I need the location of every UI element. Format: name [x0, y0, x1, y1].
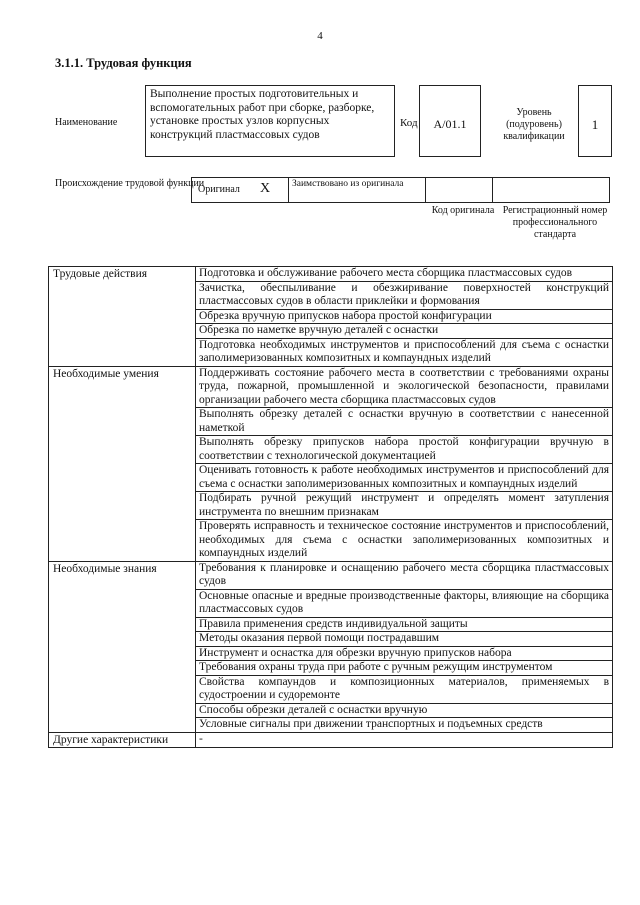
borrowed-cell: Заимствовано из оригинала [288, 177, 426, 203]
table-cell: Методы оказания первой помощи пострадавшим [196, 632, 613, 647]
table-row [49, 366, 613, 408]
code-original-cell [425, 177, 493, 203]
table-row [49, 267, 613, 282]
table-cell: Обрезка вручную припусков набора простой конфигурации [196, 309, 613, 324]
code-original-caption: Код оригинала [431, 205, 495, 216]
skills-label: Необходимые умения [49, 366, 196, 561]
table-cell: Подготовка и обслуживание рабочего места сборщика пластмассовых судов [196, 267, 613, 282]
table-cell: - [196, 732, 613, 748]
reg-number-cell [492, 177, 610, 203]
table-cell: Свойства компаундов и композиционных материалов, применяемых в судостроении и судоремонте [196, 675, 613, 703]
function-table [48, 266, 613, 748]
table-cell: Обрезка по наметке вручную деталей с оснастки [196, 324, 613, 339]
table-cell: Способы обрезки деталей с оснастки вручную [196, 703, 613, 718]
table-cell: Выполнять обрезку припусков набора простой конфигурации вручную в соответствии с технологической документацией [196, 436, 613, 464]
table-cell: Зачистка, обеспыливание и обезжиривание поверхностей конструкций пластмассовых судов в области приклейки и формования [196, 281, 613, 309]
section-title: 3.1.1. Трудовая функция [55, 56, 192, 70]
table-cell: Условные сигналы при движении транспортных и подъемных средств [196, 718, 613, 733]
knowledge-label: Необходимые знания [49, 561, 196, 732]
level-label: Уровень (подуровень) квалификации [503, 107, 565, 142]
table-cell: Оценивать готовность к работе необходимых инструментов и приспособлений для съема с оснастки заполимеризованных композитных и компаундных изделий [196, 464, 613, 492]
reg-number-caption: Регистрационный номер профессионального стандарта [502, 205, 608, 240]
table-cell: Требования к планировке и оснащению рабочего места сборщика пластмассовых судов [196, 561, 613, 589]
table-cell: Подготовка необходимых инструментов и приспособлений для съема с оснастки заполимеризованных композитных и компаундных изделий [196, 338, 613, 366]
original-label: Оригинал [198, 184, 240, 195]
table-cell: Проверять исправность и техническое состояние инструментов и приспособлений, необходимых для съема с оснастки заполимеризованных композитных и компаундных изделий [196, 520, 613, 562]
level-value-box: 1 [578, 85, 612, 157]
origin-label: Происхождение трудовой функции [55, 178, 205, 189]
table-row [49, 732, 613, 748]
code-label: Код [400, 117, 418, 129]
table-cell: Поддерживать состояние рабочего места в соответствии с требованиями охраны труда, пожарной, промышленной и экологической безопасности, правилами организации рабочего места сборщика пластмассовых судов [196, 366, 613, 408]
table-cell: Выполнять обрезку деталей с оснастки вручную в соответствии с нанесенной наметкой [196, 408, 613, 436]
original-mark: X [260, 181, 271, 196]
name-label: Наименование [55, 117, 118, 128]
table-cell: Основные опасные и вредные производственные факторы, влияющие на сборщика пластмассовых судов [196, 589, 613, 617]
table-cell: Подбирать ручной режущий инструмент и определять момент затупления инструмента по внешним признакам [196, 492, 613, 520]
table-cell: Требования охраны труда при работе с ручным режущим инструментом [196, 661, 613, 676]
table-row [49, 561, 613, 589]
origin-row [192, 177, 613, 203]
original-cell [191, 177, 289, 203]
function-name-box: Выполнение простых подготовительных и вспомогательных работ при сборке, разборке, установке простых узлов корпусных конструкций пластмассовых судов [145, 85, 395, 157]
table-cell: Правила применения средств индивидуальной защиты [196, 617, 613, 632]
labor-actions-label: Трудовые действия [49, 267, 196, 367]
page-number: 4 [317, 30, 323, 42]
code-value-box: А/01.1 [419, 85, 481, 157]
other-characteristics-label: Другие характеристики [49, 732, 196, 748]
table-cell: Инструмент и оснастка для обрезки вручную припусков набора [196, 646, 613, 661]
